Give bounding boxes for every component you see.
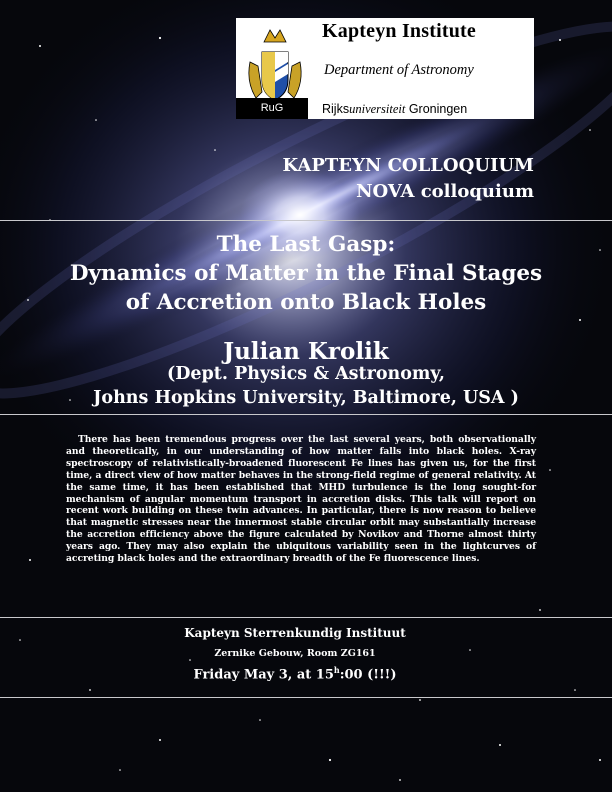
logo-university bbox=[322, 102, 467, 117]
talk-title bbox=[0, 230, 612, 317]
institute-logo-box bbox=[236, 18, 534, 119]
date-prefix: Friday May 3, at 15 bbox=[193, 667, 334, 683]
talk-date bbox=[0, 665, 590, 682]
univ-suffix: Groningen bbox=[408, 102, 468, 116]
univ-italic: universiteit bbox=[349, 102, 406, 116]
divider-1 bbox=[0, 220, 612, 221]
venue-room: Zernike Gebouw, Room ZG161 bbox=[214, 648, 376, 659]
speaker-name: Julian Krolik bbox=[223, 338, 389, 365]
divider-2 bbox=[0, 414, 612, 415]
title-line-1: The Last Gasp: bbox=[216, 232, 396, 257]
title-line-2: Dynamics of Matter in the Final Stages bbox=[69, 261, 543, 286]
date-sup: h bbox=[333, 665, 340, 675]
series-title: KAPTEYN COLLOQUIUM bbox=[282, 155, 534, 176]
logo-institute-name: Kapteyn Institute bbox=[322, 20, 476, 42]
rug-badge: RuG bbox=[236, 98, 308, 119]
univ-prefix: Rijks bbox=[322, 102, 350, 116]
speaker-affiliation-2: Johns Hopkins University, Baltimore, USA ) bbox=[93, 388, 519, 408]
venue-institute: Kapteyn Sterrenkundig Instituut bbox=[184, 626, 406, 640]
logo-department: Department of Astronomy bbox=[324, 62, 474, 78]
subseries-title: NOVA colloquium bbox=[356, 181, 534, 202]
speaker-affiliation-1: (Dept. Physics & Astronomy, bbox=[166, 364, 446, 384]
divider-4 bbox=[0, 697, 612, 698]
divider-3 bbox=[0, 617, 612, 618]
abstract-text: There has been tremendous progress over the last several years, both observationally and theoretically, in our understanding of how matter falls into black holes. X-ray spectroscopy of relativistically-broadened fluorescent Fe lines has given us, for the first time, a direct view of how matter behaves in the strong-field regime of general relativity. At the same time, it has been established that MHD turbulence is the long sought-for mechanism of angular momentum transport in accretion disks. This talk will report on recent work building on these twin advances. In particular, there is now reason to believe that magnetic stresses near the innermost stable circular orbit may substantially increase the accretion efficiency above the figure calculated by Novikov and Thorne almost thirty years ago. They may also explain the ubiquitous variability seen in the lightcurves of accreting black holes and the extraordinary breadth of the Fe fluorescence lines. bbox=[66, 434, 536, 565]
date-suffix: :00 (!!!) bbox=[339, 667, 397, 683]
title-line-3: of Accretion onto Black Holes bbox=[125, 290, 487, 315]
